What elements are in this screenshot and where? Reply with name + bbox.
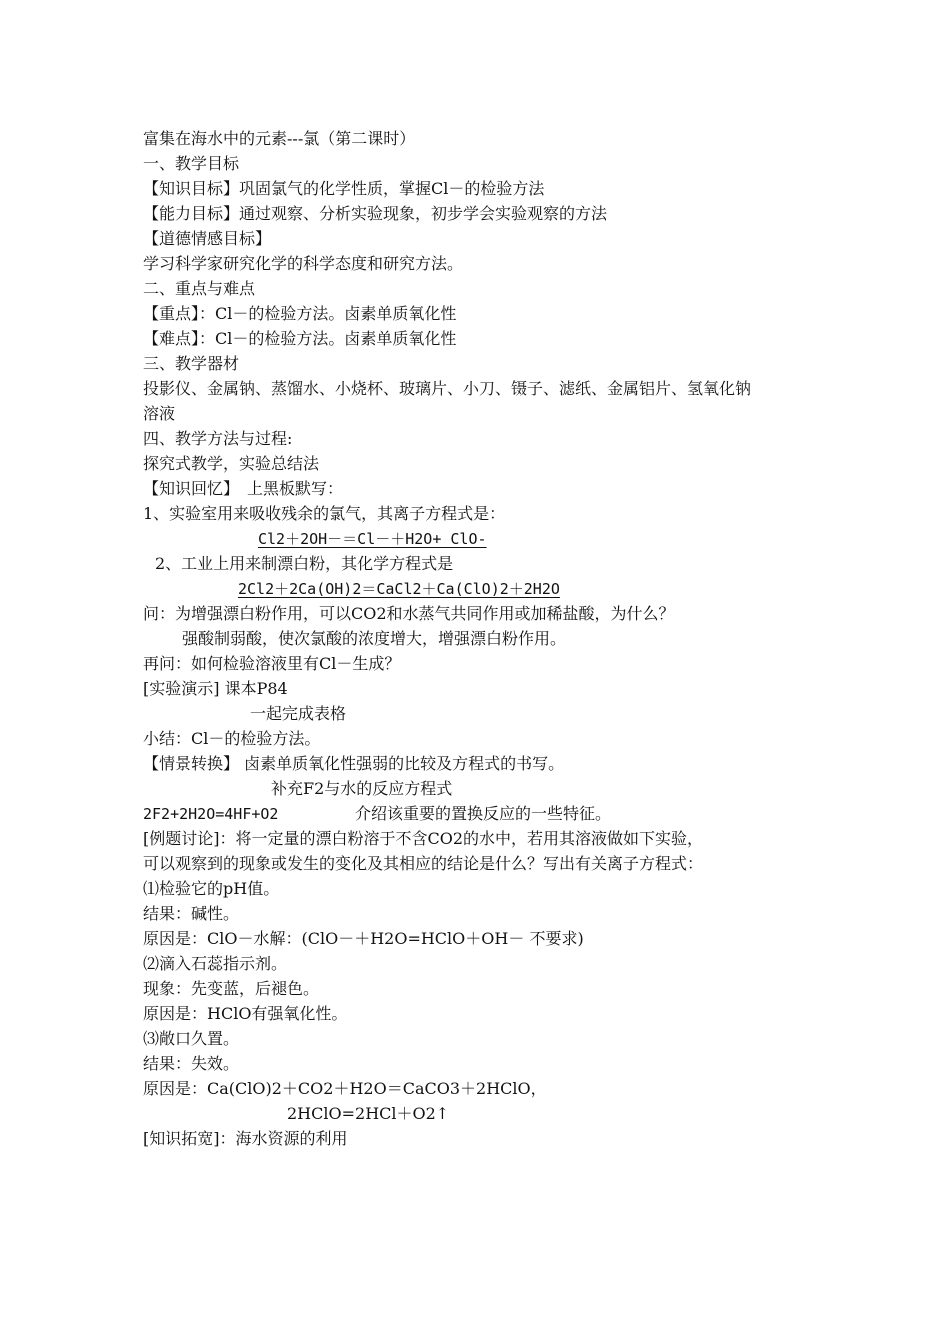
section-heading: 一、教学目标 xyxy=(143,154,240,173)
text-line: 【难点】：Cl－的检验方法。卤素单质氧化性 xyxy=(143,329,457,348)
text-line: 补充F2与水的反应方程式 xyxy=(271,779,453,798)
text-line: ⑶敞口久置。 xyxy=(143,1029,240,1048)
text-line: [知识拓宽]：海水资源的利用 xyxy=(143,1129,348,1148)
section-heading: 四、教学方法与过程: xyxy=(143,429,293,448)
text-line: 问：为增强漂白粉作用，可以CO2和水蒸气共同作用或加稀盐酸，为什么？ xyxy=(143,604,675,623)
text-line: 原因是：ClO－水解：(ClO－＋H2O=HClO＋OH－ 不要求) xyxy=(143,929,584,948)
text-line: 【知识目标】巩固氯气的化学性质，掌握Cl－的检验方法 xyxy=(143,179,545,198)
text-line: 强酸制弱酸，使次氯酸的浓度增大，增强漂白粉作用。 xyxy=(182,629,567,648)
text-line: 【情景转换】 卤素单质氧化性强弱的比较及方程式的书写。 xyxy=(143,754,565,773)
equation-line: 2F2+2H2O=4HF+O2 xyxy=(143,805,279,823)
equation-line: 2HClO=2HCl＋O2↑ xyxy=(287,1104,450,1123)
text-line: ⑵滴入石蕊指示剂。 xyxy=(143,954,288,973)
text-line: 原因是：HClO有强氧化性。 xyxy=(143,1004,348,1023)
equation-line: 2Cl2＋2Ca(OH)2＝CaCl2＋Ca(ClO)2＋2H2O xyxy=(238,580,560,598)
text-line: 小结：Cl－的检验方法。 xyxy=(143,729,321,748)
text-line: 投影仪、金属钠、蒸馏水、小烧杯、玻璃片、小刀、镊子、滤纸、金属铝片、氢氧化钠 xyxy=(143,379,752,398)
text-line: 学习科学家研究化学的科学态度和研究方法。 xyxy=(143,254,464,273)
document-title: 富集在海水中的元素---氯（第二课时） xyxy=(143,129,416,148)
text-line: 再问：如何检验溶液里有Cl－生成？ xyxy=(143,654,401,673)
text-line: 【能力目标】通过观察、分析实验现象，初步学会实验观察的方法 xyxy=(143,204,608,223)
text-line: 溶液 xyxy=(143,404,176,423)
text-line: 原因是：Ca(ClO)2＋CO2＋H2O＝CaCO3＋2HClO， xyxy=(143,1079,547,1098)
text-line: 可以观察到的现象或发生的变化及其相应的结论是什么？写出有关离子方程式： xyxy=(143,854,704,873)
text-line: [例题讨论]：将一定量的漂白粉溶于不含CO2的水中，若用其溶液做如下实验， xyxy=(143,829,704,848)
text-line: 2、工业上用来制漂白粉，其化学方程式是 xyxy=(155,554,454,573)
section-heading: 三、教学器材 xyxy=(143,354,240,373)
text-line: 【知识回忆】 上黑板默写： xyxy=(143,479,344,498)
text-line: 【重点】：Cl－的检验方法。卤素单质氧化性 xyxy=(143,304,457,323)
text-line: 【道德情感目标】 xyxy=(143,229,272,248)
text-line: [实验演示] 课本P84 xyxy=(143,679,288,698)
text-line: 介绍该重要的置换反应的一些特征。 xyxy=(355,804,612,823)
text-line: 现象：先变蓝，后褪色。 xyxy=(143,979,320,998)
text-line: ⑴检验它的pH值。 xyxy=(143,879,280,898)
text-line: 一起完成表格 xyxy=(250,704,347,723)
equation-line: Cl2＋2OH－＝Cl－＋H2O+ ClO- xyxy=(258,530,487,548)
text-line: 结果：失效。 xyxy=(143,1054,240,1073)
text-line: 探究式教学，实验总结法 xyxy=(143,454,320,473)
text-line: 1、实验室用来吸收残余的氯气，其离子方程式是： xyxy=(143,504,506,523)
text-line: 结果：碱性。 xyxy=(143,904,240,923)
section-heading: 二、重点与难点 xyxy=(143,279,256,298)
